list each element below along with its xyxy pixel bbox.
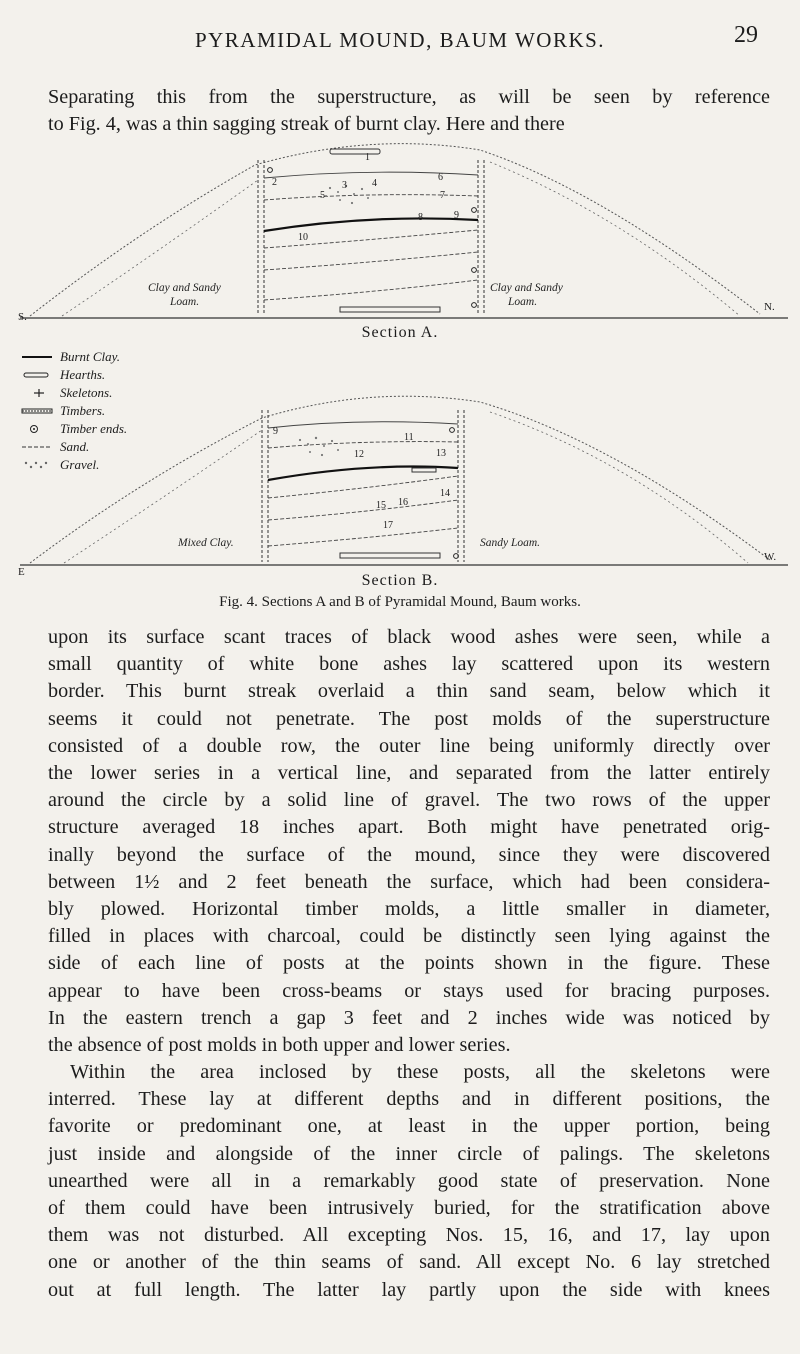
timber-end-icon bbox=[450, 428, 455, 433]
text-line: side of each line of posts at the points shown in the figure. These bbox=[48, 952, 770, 975]
figure-caption: Fig. 4. Sections A and B of Pyramidal Mound, Baum works. bbox=[219, 594, 581, 610]
skeleton-number: 17 bbox=[383, 520, 393, 531]
skeleton-number: 9 bbox=[273, 426, 278, 437]
skeleton-number: 13 bbox=[436, 448, 446, 459]
paragraph-body bbox=[48, 624, 770, 1059]
text-line: out at full length. The latter lay partly upon the side with knees bbox=[48, 1278, 770, 1301]
stratum bbox=[264, 252, 478, 270]
legend-item bbox=[20, 456, 160, 474]
skeleton-number: 11 bbox=[404, 432, 414, 443]
stratum bbox=[268, 442, 458, 448]
gravel-patch bbox=[325, 185, 369, 204]
compass-north: N. bbox=[764, 301, 775, 313]
section-b-label: Section B. bbox=[361, 572, 439, 589]
text-line: them was not disturbed. All excepting Nos. 15, 16, and 17, lay upon bbox=[48, 1224, 770, 1247]
text-line: seems it could not penetrate. The post molds of the superstructure bbox=[48, 707, 770, 730]
stratum bbox=[264, 172, 478, 178]
figure-4-sections bbox=[0, 0, 800, 600]
soil-label: Sandy Loam. bbox=[480, 537, 541, 549]
stratum bbox=[264, 230, 478, 248]
skeleton-number: 5 bbox=[320, 190, 325, 201]
text-line: one or another of the thin seams of sand. All except No. 6 lay stretched bbox=[48, 1251, 770, 1274]
hearth bbox=[412, 468, 436, 472]
mound-outline-a bbox=[30, 144, 760, 316]
mound-inner-slope-a-left bbox=[62, 180, 258, 316]
skeleton-number: 7 bbox=[440, 190, 445, 201]
paragraph-body bbox=[48, 1059, 770, 1304]
legend-label: Timber ends. bbox=[60, 421, 128, 436]
legend-label: Timbers. bbox=[60, 403, 106, 418]
legend-label: Burnt Clay. bbox=[60, 349, 120, 364]
text-line: In the eastern trench a gap 3 feet and 2 inches wide was noticed by bbox=[48, 1006, 770, 1029]
sand-icon bbox=[20, 441, 56, 453]
soil-label: Clay and Sandy bbox=[148, 282, 221, 294]
skeleton-number: 2 bbox=[272, 177, 277, 188]
soil-label: Loam. bbox=[170, 296, 200, 308]
text-line: to Fig. 4, was a thin sagging streak of burnt clay. Here and there bbox=[48, 113, 565, 136]
text-line: between 1½ and 2 feet beneath the surface, which had been considera- bbox=[48, 870, 770, 893]
text-line: just inside and alongside of the inner circle of palings. The skeletons bbox=[48, 1142, 770, 1165]
text-line: filled in places with charcoal, could be distinctly seen lying against the bbox=[48, 925, 770, 948]
legend-item bbox=[20, 384, 160, 402]
gravel-icon bbox=[20, 459, 56, 471]
skeleton-number: 6 bbox=[438, 172, 443, 183]
hearth bbox=[340, 553, 440, 558]
stratum bbox=[264, 195, 478, 200]
text-line: unearthed were all in a remarkably good state of preservation. None bbox=[48, 1169, 770, 1192]
text-line: appear to have been cross-beams or stays used for bracing purposes. bbox=[48, 979, 770, 1002]
legend-label: Hearths. bbox=[60, 367, 106, 382]
soil-label: Loam. bbox=[508, 296, 538, 308]
skeleton-number: 9 bbox=[454, 210, 459, 221]
text-line: interred. These lay at different depths and in different positions, the bbox=[48, 1088, 770, 1111]
compass-south: S. bbox=[18, 311, 27, 323]
hearth bbox=[330, 149, 380, 154]
text-line: favorite or predominant one, at least in the upper portion, being bbox=[48, 1115, 770, 1138]
gravel-patch bbox=[299, 437, 339, 456]
skeleton-icon bbox=[20, 387, 56, 399]
burnt-clay-streak bbox=[264, 218, 478, 231]
text-line: bly plowed. Horizontal timber molds, a little smaller in diameter, bbox=[48, 898, 770, 921]
text-line: inally beyond the surface of the mound, since they were discovered bbox=[48, 843, 770, 866]
text-line: around the circle by a solid line of gravel. The two rows of the upper bbox=[48, 789, 770, 812]
skeleton-number: 8 bbox=[418, 212, 423, 223]
stratum bbox=[268, 422, 458, 428]
compass-west: W. bbox=[764, 551, 777, 563]
section-a-label: Section A. bbox=[361, 324, 439, 341]
timber-end-icon bbox=[472, 268, 477, 273]
stratum bbox=[268, 528, 458, 546]
legend-label: Gravel. bbox=[60, 457, 100, 472]
hearth-icon bbox=[20, 369, 56, 381]
skeleton-number: 4 bbox=[372, 178, 377, 189]
text-line: Separating this from the superstructure, as will be seen by reference bbox=[48, 86, 770, 108]
legend-label: Skeletons. bbox=[60, 385, 113, 400]
burnt-clay-streak bbox=[268, 467, 458, 481]
skeleton-number: 1 bbox=[365, 152, 370, 163]
text-line: the lower series in a vertical line, and separated from the latter entirely bbox=[48, 762, 770, 785]
soil-label: Clay and Sandy bbox=[490, 282, 563, 294]
legend-item bbox=[20, 402, 160, 420]
skeleton-number: 16 bbox=[398, 497, 408, 508]
text-line: the absence of post molds in both upper and lower series. bbox=[48, 1034, 511, 1057]
text-line: upon its surface scant traces of black wood ashes were seen, while a bbox=[48, 626, 770, 648]
text-line: consisted of a double row, the outer line being uniformly directly over bbox=[48, 734, 770, 757]
burnt-clay-icon bbox=[20, 351, 56, 363]
legend-item bbox=[20, 348, 160, 366]
stratum bbox=[264, 280, 478, 300]
text-line: structure averaged 18 inches apart. Both might have penetrated orig- bbox=[48, 816, 770, 839]
skeleton-number: 15 bbox=[376, 500, 386, 511]
timber-end-icon bbox=[268, 168, 273, 173]
section-a-diagram bbox=[18, 144, 788, 323]
stratum bbox=[268, 476, 458, 498]
text-line: Within the area inclosed by these posts, all the skeletons were bbox=[70, 1061, 770, 1083]
soil-label: Mixed Clay. bbox=[178, 537, 234, 549]
figure-legend bbox=[20, 348, 160, 474]
text-line: small quantity of white bone ashes lay scattered upon its western bbox=[48, 653, 770, 676]
legend-item bbox=[20, 420, 160, 438]
skeleton-number: 12 bbox=[354, 449, 364, 460]
text-line: of them could have been intrusively buried, for the stratification above bbox=[48, 1197, 770, 1220]
timber-end-icon bbox=[20, 423, 56, 435]
running-head: PYRAMIDAL MOUND, BAUM WORKS. bbox=[194, 28, 606, 52]
legend-item bbox=[20, 438, 160, 456]
skeleton-number: 14 bbox=[440, 488, 450, 499]
skeleton-number: 10 bbox=[298, 232, 308, 243]
legend-item bbox=[20, 366, 160, 384]
skeleton-number: 3 bbox=[342, 180, 347, 191]
timber-icon bbox=[20, 405, 56, 417]
hearth bbox=[340, 307, 440, 312]
compass-east: E bbox=[18, 566, 25, 578]
timber-end-icon bbox=[472, 303, 477, 308]
legend-label: Sand. bbox=[60, 439, 90, 454]
text-line: border. This burnt streak overlaid a thin sand seam, below which it bbox=[48, 680, 770, 703]
stratum bbox=[268, 500, 458, 520]
page-number: 29 bbox=[734, 22, 758, 48]
timber-end-icon bbox=[472, 208, 477, 213]
